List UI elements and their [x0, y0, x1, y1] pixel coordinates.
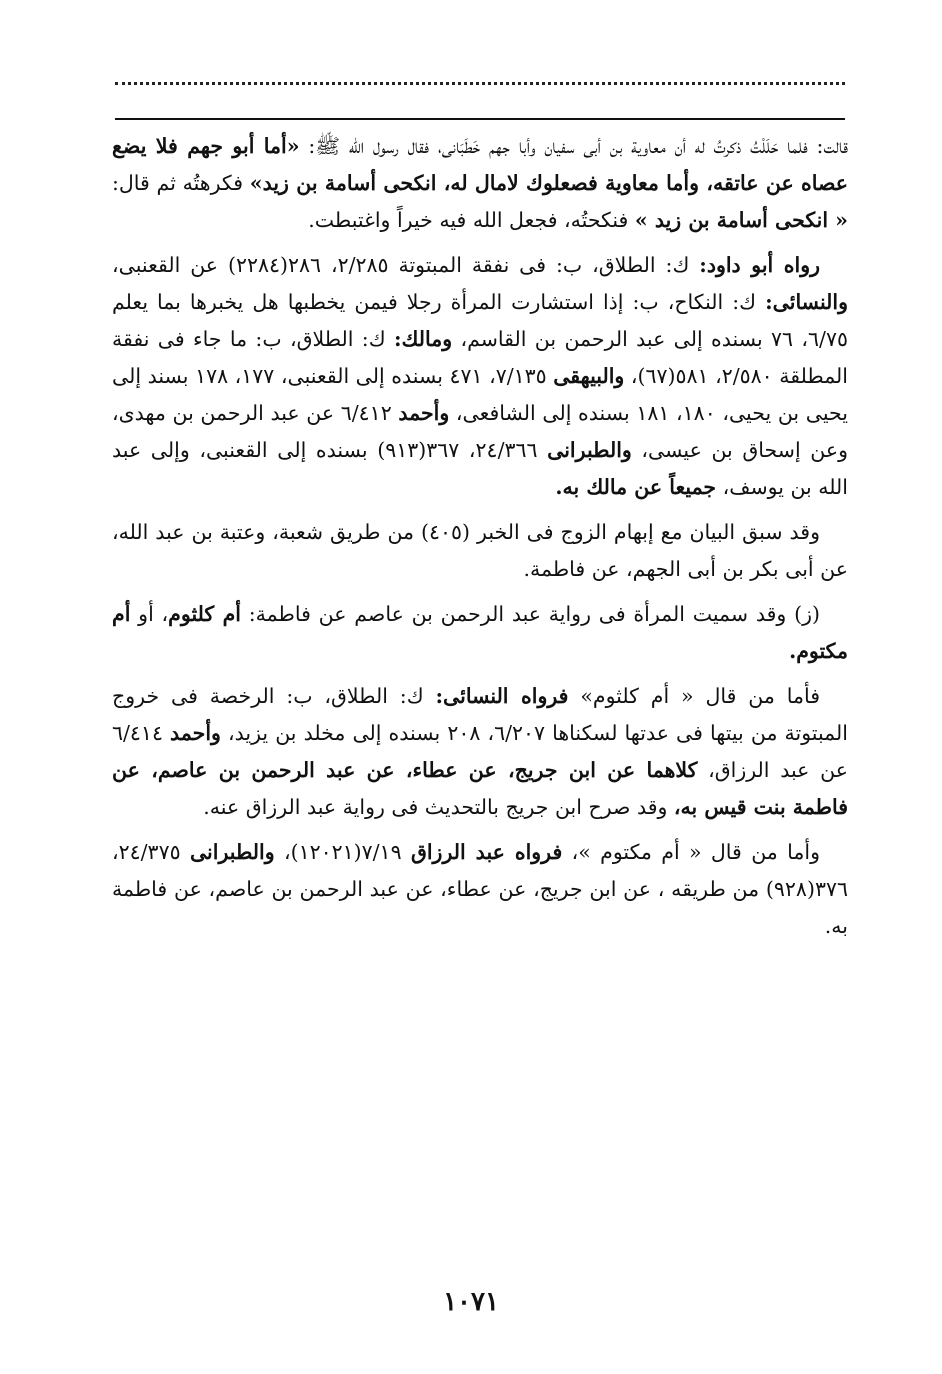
- paragraph-1: [112, 128, 848, 239]
- text-segment: ، أو: [130, 602, 169, 626]
- text-segment: ٧/١٩(١٢٠٢١)،: [274, 840, 411, 864]
- text-segment: فنكحتُه، فجعل الله فيه خيراً واغتبطت.: [308, 208, 635, 232]
- source-name: ومالك:: [393, 327, 453, 351]
- text-segment: وقد سبق البيان مع إبهام الزوج فى الخبر (٤٠٥) من طريق شعبة، وعتبة بن عبد الله، عن أبى بكر بن أبى الجهم، عن فاطمة.: [112, 520, 848, 581]
- paragraph-6: [112, 834, 848, 945]
- text-segment: قالت: فلما حَلَلْتُ ذكرتُ له أن معاوية بن أبى سفيان وأبا جهم خَطَبَانى، فقال رسول الله ﷺ:: [299, 134, 848, 158]
- text-segment: ٧/١٣٥، ٤٧١ بسنده إلى القعنبى، ١٧٧، ١٧٨ بسند إلى يحيى بن يحيى، ١٨٠، ١٨١ بسنده إلى الشافعى،: [112, 364, 848, 425]
- text-segment: ٦/٤١٢ عن عبد الرحمن بن مهدى، وعن إسحاق بن عيسى،: [112, 401, 848, 462]
- paragraph-5: [112, 678, 848, 826]
- chain-text: كلاهما عن ابن جريج، عن عطاء، عن عبد الرحمن بن عاصم، عن فاطمة بنت قيس به،: [112, 758, 848, 819]
- hadith-quote: «أما أبو جهم فلا يضع عصاه عن عاتقه، وأما معاوية فصعلوك لامال له، انكحى أسامة بن زيد»: [112, 134, 849, 195]
- source-name: والطبرانى: [547, 438, 632, 462]
- document-body: [112, 128, 848, 953]
- text-segment: ٢٤/٣٦٦، ٣٦٧(٩١٣) بسنده إلى القعنبى، وإلى عبد الله بن يوسف،: [112, 438, 848, 499]
- paragraph-2: [112, 247, 848, 506]
- name-highlight: أم كلثوم: [168, 602, 241, 626]
- hadith-quote: « انكحى أسامة بن زيد »: [634, 208, 848, 232]
- text-segment: وأما من قال « أم مكتوم »،: [562, 840, 820, 864]
- paragraph-3: [112, 514, 848, 588]
- header-dotted-divider: [115, 82, 845, 97]
- text-segment: ك: النكاح، ب: إذا استشارت المرأة رجلا فيمن يخطبها هل يخبرها بما يعلم ٦/٧٥، ٧٦ بسنده إلى عبد الرحمن بن القاسم،: [112, 290, 848, 351]
- text-segment: ٢٤/٣٧٥، ٣٧٦(٩٢٨) من طريقه ، عن ابن جريج، عن عطاء، عن عبد الرحمن بن عاصم، عن فاطمة به.: [112, 840, 848, 938]
- source-name: فرواه النسائى:: [435, 684, 569, 708]
- conclusion-text: جميعاً عن مالك به.: [555, 475, 717, 499]
- text-segment: فكرهتُه ثم قال:: [112, 171, 250, 195]
- text-segment: ك: الطلاق، ب: ما جاء فى نفقة المطلقة ٢/٥٨٠، ٥٨١(٦٧)،: [112, 327, 848, 388]
- text-segment: وقد صرح ابن جريج بالتحديث فى رواية عبد الرزاق عنه.: [203, 795, 674, 819]
- text-segment: ك: الطلاق، ب: فى نفقة المبتوتة ٢/٢٨٥، ٢٨٦(٢٢٨٤) عن القعنبى،: [112, 253, 700, 277]
- text-segment: (ز) وقد سميت المرأة فى رواية عبد الرحمن بن عاصم عن فاطمة:: [240, 602, 820, 626]
- source-name: وأحمد: [170, 721, 221, 745]
- source-name: والنسائى:: [765, 290, 848, 314]
- source-name: رواه أبو داود:: [699, 253, 820, 277]
- source-name: والبيهقى: [553, 364, 625, 388]
- header-rule: [115, 118, 845, 120]
- source-name: وأحمد: [398, 401, 450, 425]
- source-name: فرواه عبد الرزاق: [410, 840, 563, 864]
- paragraph-4: [112, 596, 848, 670]
- name-highlight: أم مكتوم.: [112, 602, 848, 663]
- source-name: والطبرانى: [189, 840, 275, 864]
- text-segment: فأما من قال « أم كلثوم»: [568, 684, 820, 708]
- text-segment: ٦/٤١٤ عن عبد الرزاق،: [112, 721, 848, 782]
- text-segment: ك: الطلاق، ب: الرخصة فى خروج المبتوتة من بيتها فى عدتها لسكناها ٦/٢٠٧، ٢٠٨ بسنده إلى مخلد بن يزيد،: [112, 684, 848, 745]
- page-number: ١٠٧١: [443, 1287, 499, 1317]
